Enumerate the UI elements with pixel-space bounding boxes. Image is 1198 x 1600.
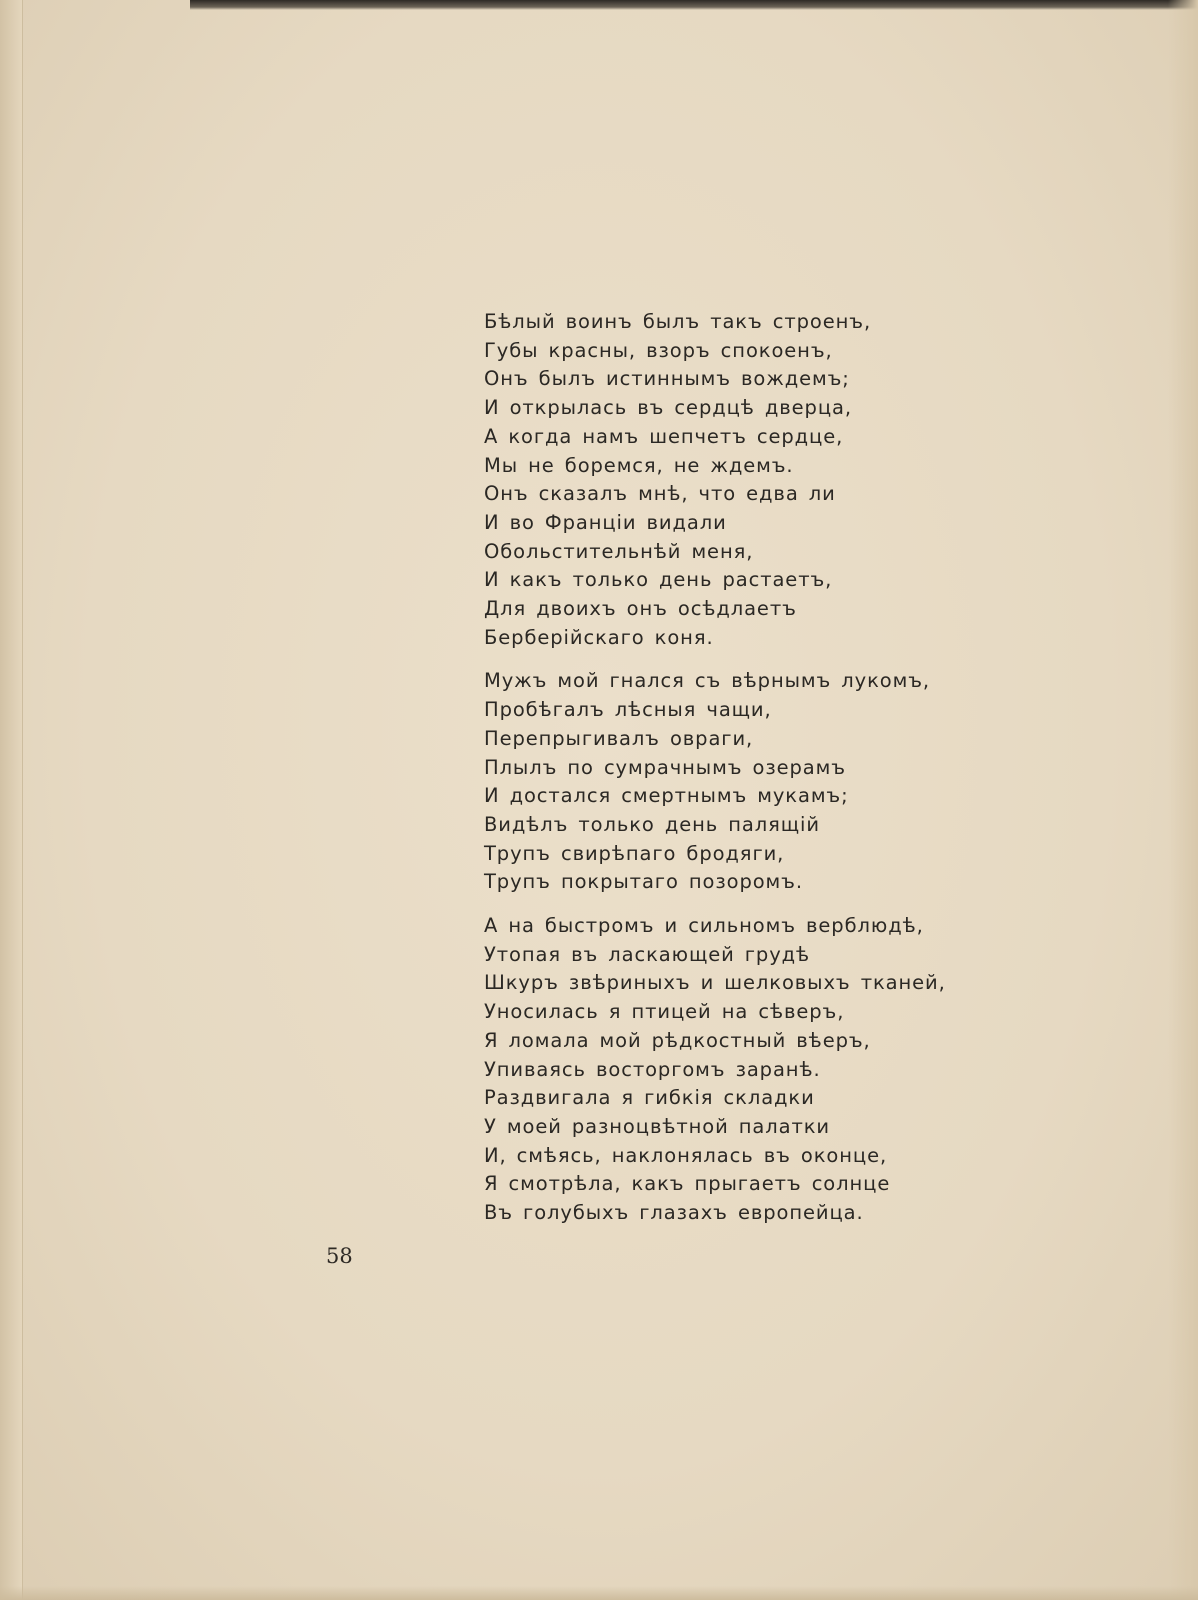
page-top-shadow <box>190 0 1198 10</box>
poem-line: Онъ сказалъ мнѣ, что едва ли <box>484 482 836 506</box>
poem-line: У моей разноцвѣтной палатки <box>484 1114 830 1138</box>
poem-line: Я смотрѣла, какъ прыгаетъ солнце <box>484 1172 891 1196</box>
poem-line: Уносилась я птицей на сѣверъ, <box>484 1000 845 1024</box>
poem-line: Трупъ свирѣпаго бродяги, <box>484 841 785 865</box>
stanza-1 <box>484 308 1004 652</box>
poem-line: Шкуръ звѣриныхъ и шелковыхъ тканей, <box>484 971 946 995</box>
poem-line: Плылъ по сумрачнымъ озерамъ <box>484 755 846 779</box>
poem-line: Перепрыгивалъ овраги, <box>484 726 754 750</box>
page-number: 58 <box>326 1244 353 1268</box>
poem-line: Трупъ покрытаго позоромъ. <box>484 870 803 894</box>
poem-line: Берберійскаго коня. <box>484 625 714 649</box>
poem-line: Упиваясь восторгомъ заранѣ. <box>484 1057 821 1081</box>
page-right-edge <box>1168 0 1198 1600</box>
poem-line: Утопая въ ласкающей грудѣ <box>484 942 811 966</box>
poem-line: А на быстромъ и сильномъ верблюдѣ, <box>484 914 924 938</box>
poem-line: Мужъ мой гнался съ вѣрнымъ лукомъ, <box>484 669 930 693</box>
poem-line: Я ломала мой рѣдкостный вѣеръ, <box>484 1028 871 1052</box>
poem-line: Обольстительнѣй меня, <box>484 539 754 563</box>
poem-line: Мы не боремся, не ждемъ. <box>484 453 794 477</box>
poem-line: И во Франціи видали <box>484 510 727 534</box>
stanza-3 <box>484 912 1004 1228</box>
poem-line: И какъ только день растаетъ, <box>484 568 833 592</box>
poem-line: Губы красны, взоръ спокоенъ, <box>484 338 833 362</box>
poem-line: И, смѣясь, наклонялась въ оконце, <box>484 1143 888 1167</box>
poem-line: Бѣлый воинъ былъ такъ строенъ, <box>484 310 872 333</box>
poem-line: И открылась въ сердцѣ дверца, <box>484 396 852 420</box>
poem-line: Онъ былъ истиннымъ вождемъ; <box>484 367 850 391</box>
poem-line: Раздвигала я гибкія складки <box>484 1086 815 1110</box>
poem-line: Для двоихъ онъ осѣдлаетъ <box>484 597 797 621</box>
poem-text <box>484 308 1004 1243</box>
page-bottom-edge <box>0 1586 1198 1600</box>
stanza-2 <box>484 667 1004 897</box>
poem-line: Въ голубыхъ глазахъ европейца. <box>484 1201 864 1225</box>
poem-line: И достался смертнымъ мукамъ; <box>484 784 849 808</box>
poem-line: Пробѣгалъ лѣсныя чащи, <box>484 698 772 722</box>
page-binding-edge <box>0 0 23 1600</box>
poem-line: А когда намъ шепчетъ сердце, <box>484 424 844 448</box>
poem-line: Видѣлъ только день палящій <box>484 812 820 836</box>
